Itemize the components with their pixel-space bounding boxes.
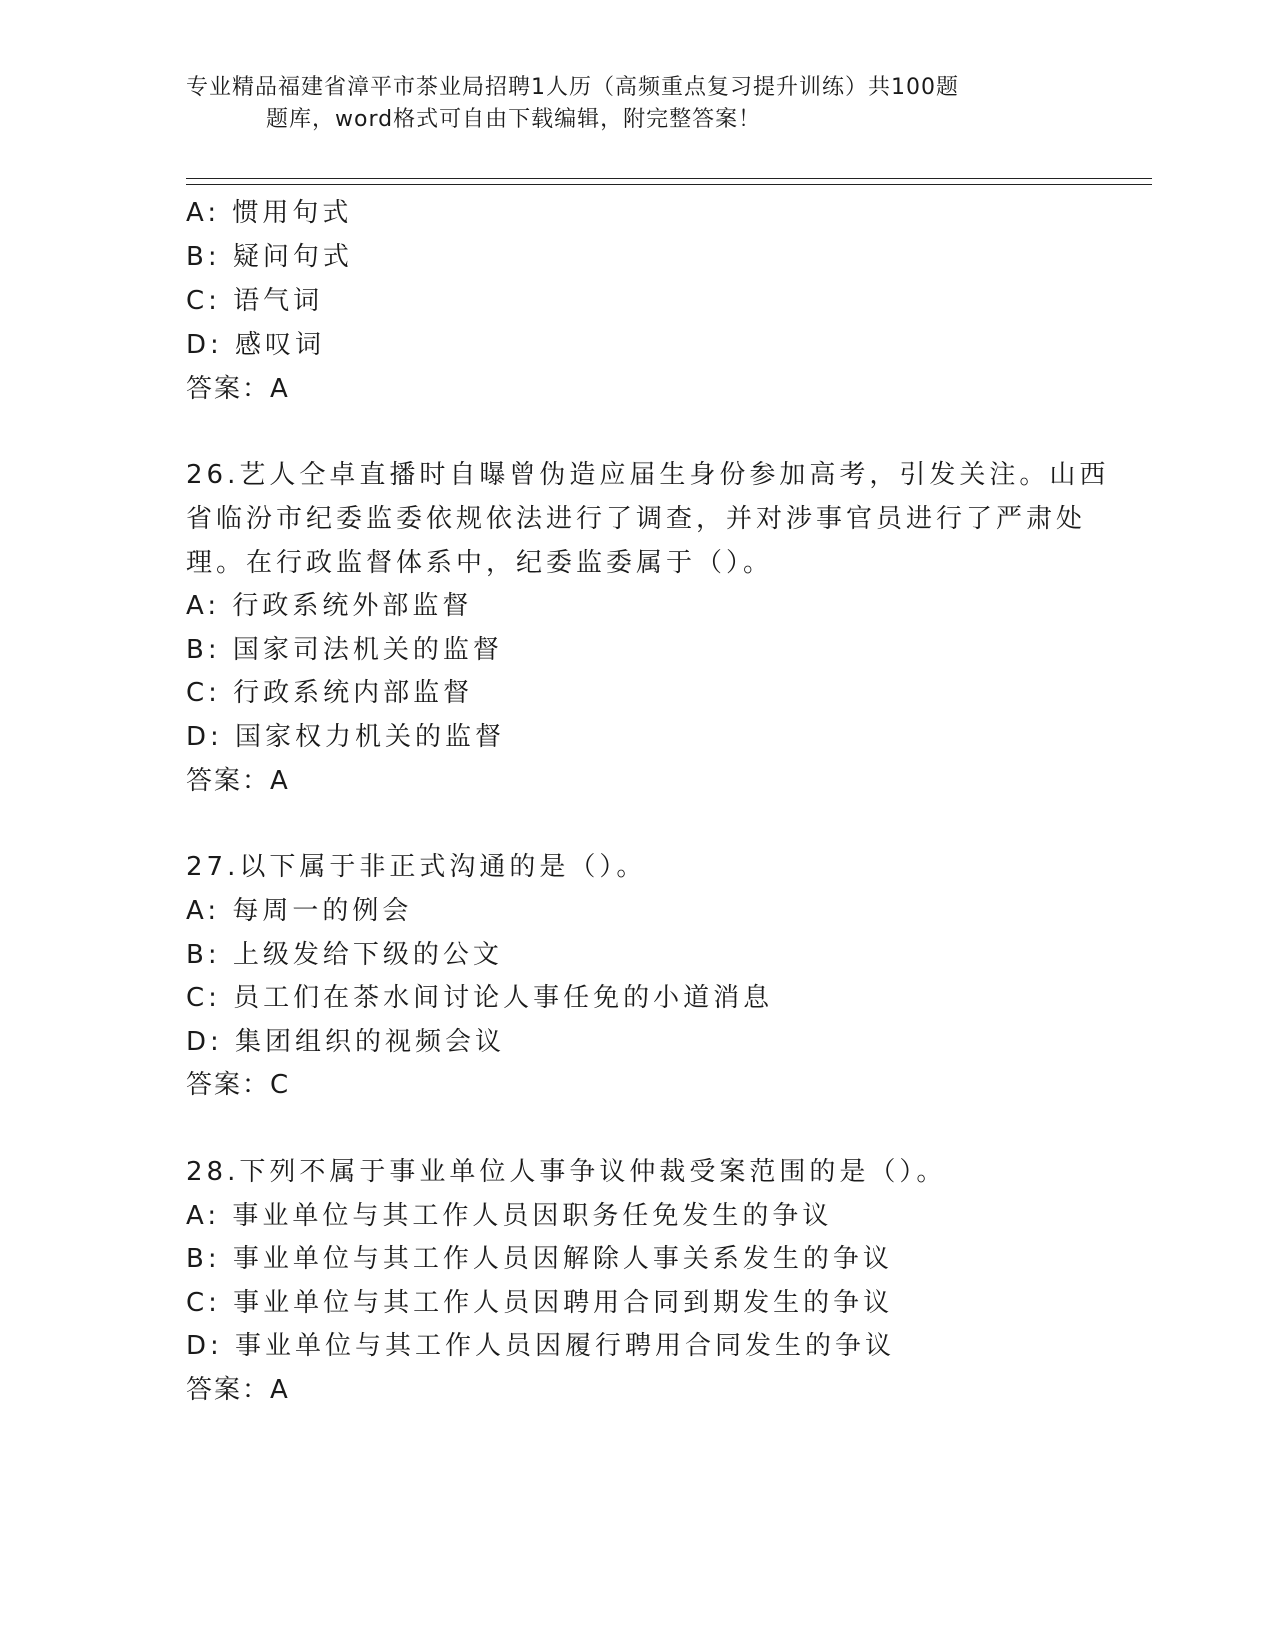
q26-option-b: B: 国家司法机关的监督	[186, 635, 503, 665]
q26-option-c: C: 行政系统内部监督	[186, 678, 474, 708]
document-header	[186, 72, 1086, 136]
q27-option-c: C: 员工们在茶水间讨论人事任免的小道消息	[186, 983, 774, 1013]
q28-stem: 28.下列不属于事业单位人事争议仲裁受案范围的是（）。	[186, 1157, 947, 1187]
q26-option-d: D: 国家权力机关的监督	[186, 722, 506, 752]
q28-option-a: A: 事业单位与其工作人员因职务任免发生的争议	[186, 1201, 833, 1231]
q27-option-b: B: 上级发给下级的公文	[186, 940, 503, 970]
q27-option-a: A: 每周一的例会	[186, 896, 413, 926]
header-divider-top	[186, 178, 1152, 179]
q26-answer: 答案：A	[186, 766, 290, 796]
q27-option-d: D: 集团组织的视频会议	[186, 1027, 506, 1057]
header-divider-bottom	[186, 184, 1152, 185]
q27-stem: 27.以下属于非正式沟通的是（）。	[186, 852, 647, 882]
q26-stem-line2: 省临汾市纪委监委依规依法进行了调查，并对涉事官员进行了严肃处	[186, 504, 1087, 534]
q25-option-a: A: 惯用句式	[186, 198, 353, 228]
header-title-line2: 题库，word格式可自由下载编辑，附完整答案！	[266, 107, 762, 132]
q25-answer: 答案：A	[186, 374, 290, 404]
q25-option-c: C: 语气词	[186, 286, 324, 316]
q28-option-d: D: 事业单位与其工作人员因履行聘用合同发生的争议	[186, 1331, 896, 1361]
q26-stem-line3: 理。在行政监督体系中，纪委监委属于（）。	[186, 548, 774, 578]
q26-stem-line1: 26.艺人仝卓直播时自曝曾伪造应届生身份参加高考，引发关注。山西	[186, 460, 1110, 490]
q28-answer: 答案：A	[186, 1375, 290, 1405]
q25-option-b: B: 疑问句式	[186, 242, 353, 272]
q28-option-b: B: 事业单位与其工作人员因解除人事关系发生的争议	[186, 1244, 893, 1274]
q25-option-d: D: 感叹词	[186, 330, 326, 360]
q27-answer: 答案：C	[186, 1070, 291, 1100]
q28-option-c: C: 事业单位与其工作人员因聘用合同到期发生的争议	[186, 1288, 894, 1318]
q26-option-a: A: 行政系统外部监督	[186, 591, 473, 621]
header-title-line1: 专业精品福建省漳平市茶业局招聘1人历（高频重点复习提升训练）共100题	[186, 75, 959, 100]
